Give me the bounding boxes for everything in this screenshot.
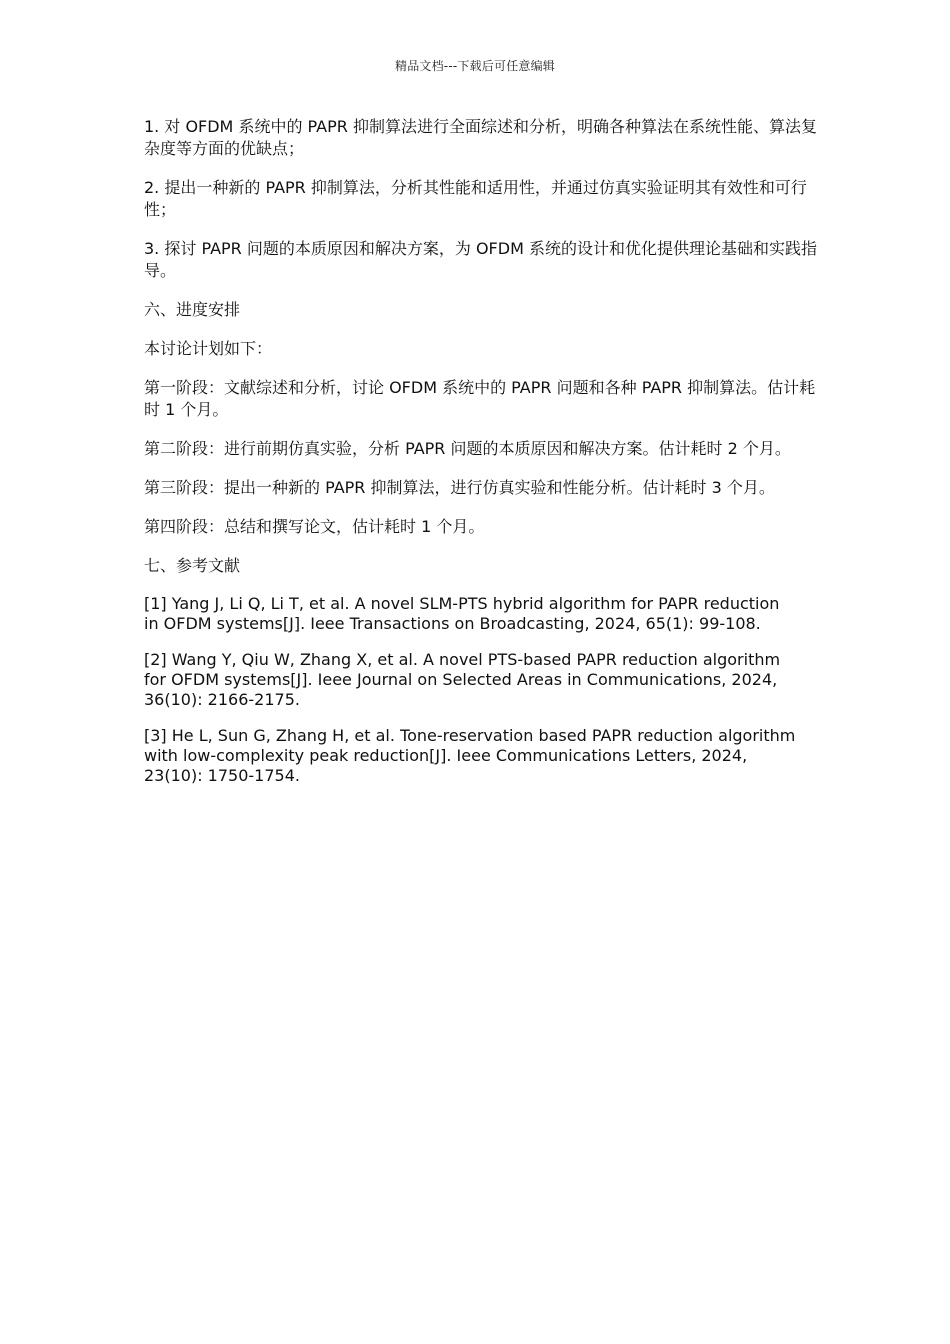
section-heading-schedule: 六、进度安排 <box>144 300 241 319</box>
schedule-stage-1: 第一阶段：文献综述和分析，讨论 OFDM 系统中的 PAPR 问题和各种 PAPR 抑制算法。估计耗时 1 个月。 <box>144 378 816 419</box>
schedule-stage-4: 第四阶段：总结和撰写论文，估计耗时 1 个月。 <box>144 517 485 536</box>
reference-item-1: [1] Yang J, Li Q, Li T, et al. A novel SLM-PTS hybrid algorithm for PAPR reduction in OFDM systems[J]. Ieee Transactions on Broadcasting, 2024, 65(1): 99-108. <box>144 594 780 633</box>
goal-item-1: 1. 对 OFDM 系统中的 PAPR 抑制算法进行全面综述和分析，明确各种算法在系统性能、算法复杂度等方面的优缺点； <box>144 117 817 158</box>
schedule-stage-2: 第二阶段：进行前期仿真实验，分析 PAPR 问题的本质原因和解决方案。估计耗时 2 个月。 <box>144 439 791 458</box>
document-body <box>144 116 824 802</box>
section-heading-references: 七、参考文献 <box>144 556 241 575</box>
reference-item-2: [2] Wang Y, Qiu W, Zhang X, et al. A novel PTS-based PAPR reduction algorithm for OFDM systems[J]. Ieee Journal on Selected Areas in Communications, 2024, 36(10): 2166-2175. <box>144 650 781 709</box>
goal-item-2: 2. 提出一种新的 PAPR 抑制算法，分析其性能和适用性，并通过仿真实验证明其有效性和可行性； <box>144 178 807 219</box>
schedule-intro: 本讨论计划如下： <box>144 339 273 358</box>
goal-item-3: 3. 探讨 PAPR 问题的本质原因和解决方案，为 OFDM 系统的设计和优化提供理论基础和实践指导。 <box>144 239 817 280</box>
reference-item-3: [3] He L, Sun G, Zhang H, et al. Tone-reservation based PAPR reduction algorithm with low-complexity peak reduction[J]. Ieee Communications Letters, 2024, 23(10): 1750-1754. <box>144 726 796 785</box>
page-header: 精品文档---下载后可任意编辑 <box>395 59 555 73</box>
schedule-stage-3: 第三阶段：提出一种新的 PAPR 抑制算法，进行仿真实验和性能分析。估计耗时 3 个月。 <box>144 478 775 497</box>
